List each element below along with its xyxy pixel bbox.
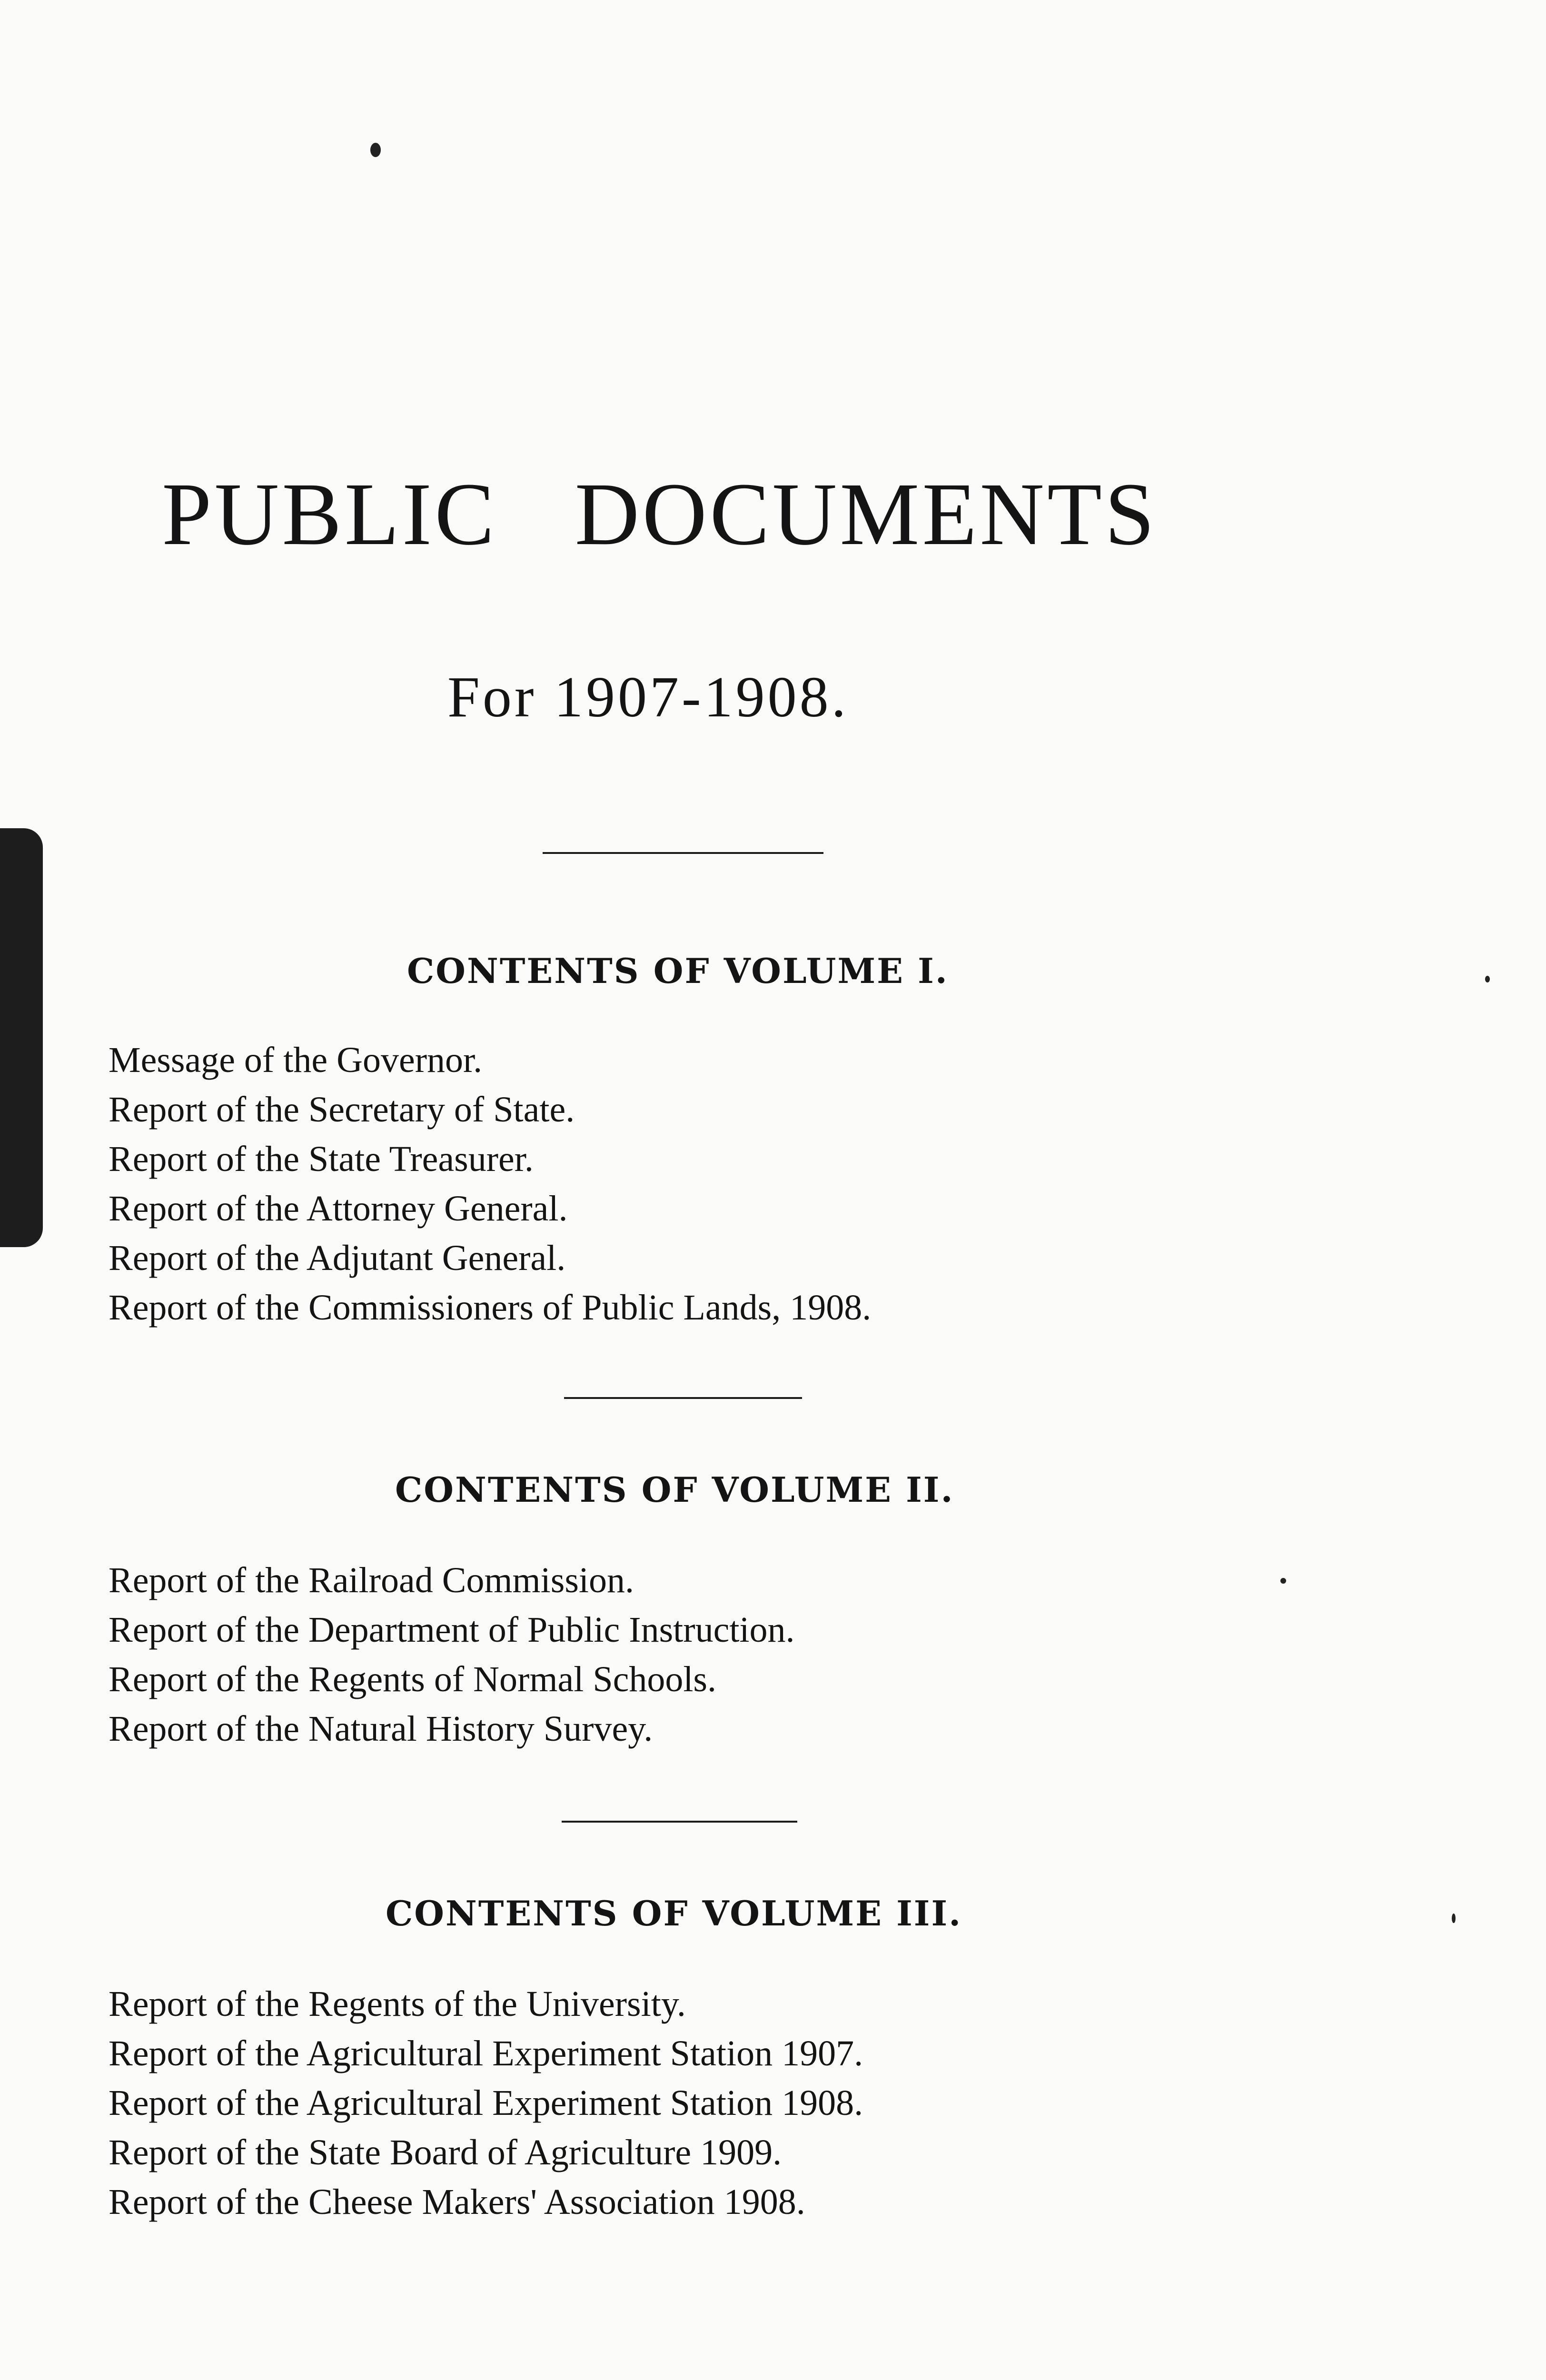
ink-speck bbox=[1280, 1578, 1286, 1584]
list-item bbox=[109, 2177, 863, 2227]
binding-edge-stain bbox=[0, 828, 43, 1247]
divider-rule bbox=[564, 1397, 802, 1399]
list-item bbox=[109, 1655, 795, 1704]
volume-3-heading: CONTENTS OF VOLUME III. bbox=[386, 1893, 962, 1934]
list-item bbox=[109, 2029, 863, 2078]
list-item-text: Report of the Natural History Survey. bbox=[109, 1709, 653, 1749]
volume-1-heading: CONTENTS OF VOLUME I. bbox=[407, 951, 949, 991]
list-item-text: Report of the State Board of Agriculture 1909. bbox=[109, 2132, 782, 2172]
list-item bbox=[109, 1605, 795, 1655]
volume-3-contents bbox=[109, 1979, 863, 2227]
volume-2-heading: CONTENTS OF VOLUME II. bbox=[395, 1469, 954, 1510]
list-item bbox=[109, 1556, 795, 1605]
volume-2-contents bbox=[109, 1556, 795, 1754]
volume-1-contents bbox=[109, 1035, 871, 1332]
list-item-text: Report of the Cheese Makers' Association 1908. bbox=[109, 2182, 805, 2222]
ink-speck bbox=[370, 143, 381, 157]
list-item bbox=[109, 1134, 871, 1184]
list-item-text: Report of the Commissioners of Public Lands, 1908. bbox=[109, 1288, 872, 1328]
list-item-text: Report of the Attorney General. bbox=[109, 1189, 568, 1229]
list-item-text: Report of the State Treasurer. bbox=[109, 1139, 534, 1179]
list-item-text: Report of the Regents of the University. bbox=[109, 1984, 686, 2024]
list-item-text: Report of the Regents of Normal Schools. bbox=[109, 1659, 717, 1699]
list-item bbox=[109, 1085, 871, 1134]
document-subtitle: For 1907-1908. bbox=[447, 665, 849, 729]
list-item bbox=[109, 1184, 871, 1233]
list-item bbox=[109, 1704, 795, 1754]
divider-rule bbox=[562, 1821, 797, 1823]
list-item: Message of the Governor. bbox=[109, 1040, 483, 1080]
ink-speck bbox=[1485, 976, 1490, 982]
divider-rule bbox=[543, 852, 823, 854]
list-item-text: Report of the Agricultural Experiment Station 1907. bbox=[109, 2033, 863, 2073]
list-item-text: Report of the Department of Public Instruction. bbox=[109, 1610, 795, 1650]
list-item-text: Report of the Adjutant General. bbox=[109, 1238, 566, 1278]
list-item bbox=[109, 1283, 871, 1332]
list-item bbox=[109, 2128, 863, 2177]
document-title: PUBLIC DOCUMENTS bbox=[162, 464, 1158, 564]
list-item-text: Report of the Railroad Commission. bbox=[109, 1560, 634, 1600]
list-item bbox=[109, 1233, 871, 1283]
list-item bbox=[109, 2078, 863, 2128]
list-item-text: Report of the Secretary of State. bbox=[109, 1090, 575, 1130]
list-item-text: Report of the Agricultural Experiment Station 1908. bbox=[109, 2083, 863, 2123]
list-item bbox=[109, 1979, 863, 2029]
ink-speck bbox=[1452, 1914, 1456, 1923]
